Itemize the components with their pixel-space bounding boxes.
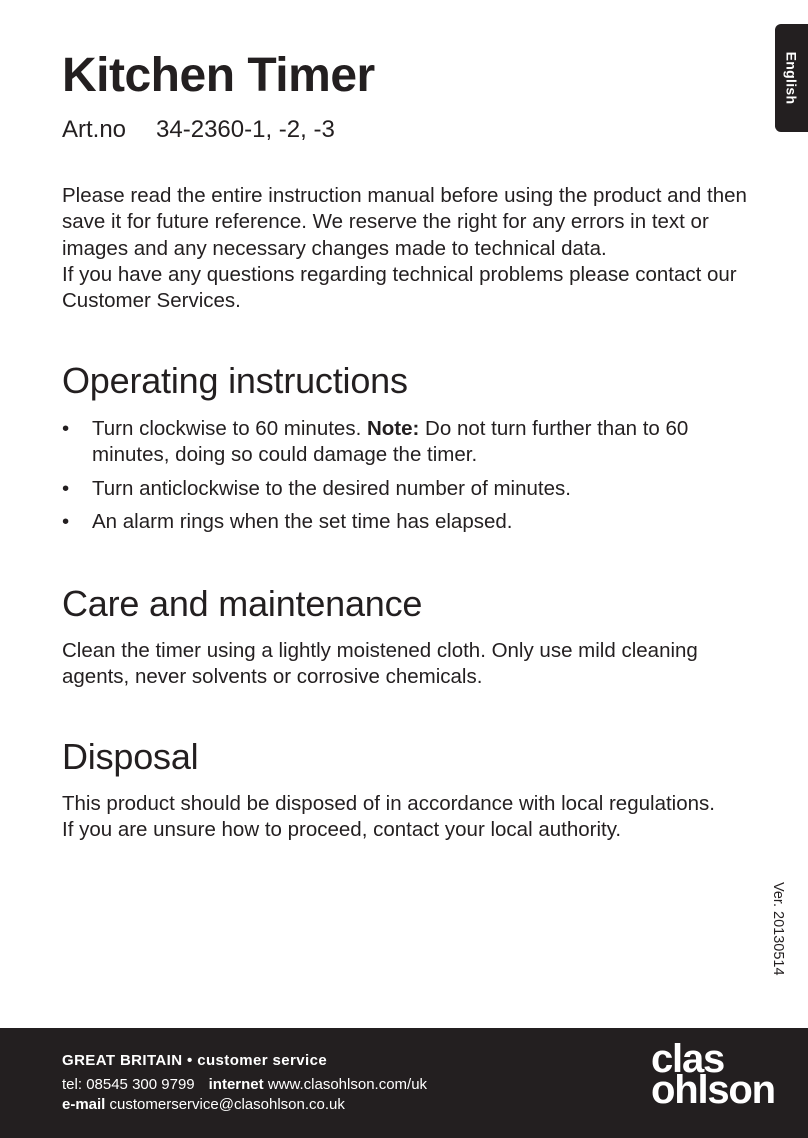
- operating-instructions-list: [62, 416, 752, 542]
- list-item-text: An alarm rings when the set time has elapsed.: [92, 509, 513, 533]
- footer-heading: GREAT BRITAIN • customer service: [62, 1052, 328, 1069]
- version-label: Ver. 20130514: [770, 882, 786, 976]
- email-label: e-mail: [62, 1096, 106, 1113]
- note-text: Do not turn further than to 60 minutes, doing so could damage the timer.: [92, 417, 689, 467]
- note-label: Note:: [366, 417, 420, 440]
- internet-label: internet: [208, 1076, 264, 1093]
- tel-value[interactable]: 08545 300 9799: [86, 1076, 195, 1093]
- tel-label: tel:: [62, 1076, 83, 1093]
- article-number-label: Art.no: [62, 116, 127, 143]
- email-link[interactable]: customerservice@clasohlson.co.uk: [109, 1096, 345, 1113]
- list-item-text: Turn clockwise to 60 minutes.: [92, 417, 367, 440]
- brand-logo-line: clas: [651, 1037, 725, 1081]
- footer-contact-line: [62, 1076, 427, 1093]
- footer-email-line: [62, 1096, 345, 1113]
- intro-paragraph: If you have any questions regarding technical problems please contact our Customer Services.: [62, 262, 737, 313]
- disposal-text: [62, 791, 762, 844]
- care-maintenance-text: Clean the timer using a lightly moistened cloth. Only use mild cleaning agents, never solvents or corrosive chemicals.: [62, 639, 698, 689]
- brand-logo-line: ohlson: [651, 1068, 775, 1112]
- footer: [0, 1028, 808, 1138]
- language-tab-label: English: [783, 51, 800, 105]
- page-title: Kitchen Timer: [62, 49, 375, 102]
- brand-logo: [651, 1037, 775, 1112]
- care-maintenance-heading: Care and maintenance: [62, 583, 423, 624]
- disposal-heading: Disposal: [62, 736, 199, 777]
- article-number-value: 34-2360-1, -2, -3: [156, 116, 335, 143]
- operating-instructions-heading: Operating instructions: [62, 360, 408, 401]
- intro-text: [62, 183, 752, 314]
- bullet-icon: •: [62, 509, 70, 533]
- internet-link[interactable]: www.clasohlson.com/uk: [267, 1076, 428, 1093]
- language-tab[interactable]: [775, 24, 808, 132]
- list-item: [62, 416, 752, 469]
- list-item-text: Turn anticlockwise to the desired number of minutes.: [92, 476, 571, 500]
- disposal-line: This product should be disposed of in accordance with local regulations.: [62, 792, 715, 815]
- list-item: [62, 476, 752, 502]
- bullet-icon: •: [62, 476, 70, 500]
- bullet-icon: •: [62, 417, 70, 440]
- intro-paragraph: Please read the entire instruction manual before using the product and then save it for future reference. We reserve the right for any errors in text or images and any necessary changes made to technical data.: [62, 184, 747, 260]
- article-number: [62, 116, 335, 145]
- disposal-line: If you are unsure how to proceed, contact your local authority.: [62, 818, 622, 842]
- list-item: [62, 509, 752, 535]
